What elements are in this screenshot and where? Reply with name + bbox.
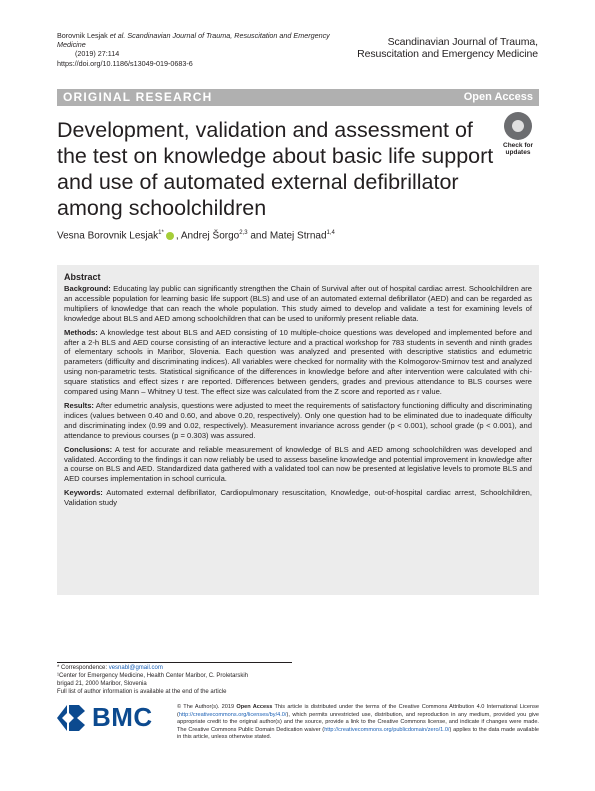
author-conjunction: and: [250, 230, 268, 242]
citation-doi-link[interactable]: https://doi.org/10.1186/s13049-019-0683-6: [57, 58, 193, 68]
author-affiliation: 1,4: [326, 230, 335, 236]
bmc-logo: [57, 702, 172, 732]
license-cc-by-link[interactable]: http://creativecommons.org/licenses/by/4.0/: [178, 711, 287, 718]
abstract-section-text: Automated external defibrillator, Cardiopulmonary resuscitation, Knowledge, out-of-hospital cardiac arrest, Schoolchildren, Validation study: [64, 488, 532, 508]
journal-name-line1: Scandinavian Journal of Trauma,: [387, 36, 538, 48]
citation-journal: Scandinavian Journal of Trauma, Resuscitation and Emergency Medicine: [57, 31, 330, 50]
citation-details: (2019) 27:114: [75, 49, 120, 59]
footnote-divider: [57, 662, 292, 663]
journal-name: [357, 36, 538, 60]
journal-name-line2: Resuscitation and Emergency Medicine: [357, 48, 538, 60]
correspondence-line: [57, 665, 297, 673]
abstract-box: [57, 265, 539, 595]
citation-authors: Borovnik Lesjak: [57, 31, 108, 40]
footnotes: [57, 665, 297, 697]
abstract-section-label: Results:: [64, 400, 94, 410]
abstract-section-text: A test for accurate and reliable measurement of knowledge of BLS and AED among schoolchildren was developed and validated. According to the findings it can now reliably be used to assess baseline knowledge and potential improvement in knowledge after a course on BLS and AED. Standardized data gathered with a validated tool can now be presented at legislative levels to promote BLS and AED courses implementation in school curricula.: [64, 444, 532, 484]
abstract-section-label: Conclusions:: [64, 444, 113, 454]
abstract-results: [64, 401, 532, 441]
license-text: ) applies to the data made available in this article, unless otherwise stated.: [177, 726, 539, 741]
abstract-section-text: After edumetric analysis, questions were adjusted to meet the requirements of satisfactory functioning difficulty and discriminating indices (values between 0.40 and 0.60, and above 0.20, respectively). Only one question had to be eliminated due to inadequate difficulty and discriminating index (0.99 and 0.02, respectively). Measurement invariance across gender (p < 0.001), school grade (p < 0.001), and attendance to previous courses (p = 0.303) was assured.: [64, 400, 532, 440]
abstract-section-label: Background:: [64, 284, 111, 293]
orcid-icon[interactable]: [166, 232, 174, 240]
article-type-banner: [57, 89, 539, 106]
check-for-updates-icon: [504, 112, 532, 140]
correspondence-label: * Correspondence:: [57, 665, 108, 671]
citation-etal: et al.: [109, 31, 126, 40]
author-info-note: Full list of author information is available at the end of the article: [57, 688, 227, 695]
bmc-logo-icon: [57, 705, 85, 731]
abstract-section-label: Keywords:: [64, 488, 103, 498]
license-text: ), which permits unrestricted use, distribution, and reproduction in any medium, provided you give appropriate credit to the original author(s) and the source, provide a link to the Creative Commons license, and indicate if changes were made. The Creative Commons Public Domain Dedication waiver (: [177, 711, 539, 733]
abstract-section-text: A knowledge test about BLS and AED consisting of 10 multiple-choice questions was developed and implemented before and after a 2-h BLS and AED course consisting of an interactive lecture and a practical workshop for 783 students in seventh and ninth grades of elementary schools in Maribor, Slovenia. Each question was analyzed and presented with descriptive statistics and edumetric parameters (difficulty and discriminating indices). All variables were checked for normality with the Kolmogorov-Smirnov test and analyzed using non-parametric tests. Statistical significance of the differences in knowledge before and after intervention were calculated with chi-square statistics and effect sizes r are reported. Differences between genders, grades and previous attendance to BLS courses were compared using Mann – Whitney U test. The effect size was calculated from the Z score and reported as r value.: [64, 327, 532, 397]
abstract-keywords: [64, 488, 532, 508]
check-for-updates-badge[interactable]: [497, 112, 539, 158]
author-name[interactable]: Vesna Borovnik Lesjak: [57, 230, 159, 242]
article-type-label: ORIGINAL RESEARCH: [63, 90, 213, 104]
license-text: © The Author(s). 2019: [177, 704, 237, 710]
license-statement: [177, 704, 539, 742]
abstract-section-label: Methods:: [64, 327, 98, 337]
citation-block: [57, 31, 357, 68]
license-open-access: Open Access: [236, 704, 273, 710]
author-name[interactable]: Andrej Šorgo: [180, 230, 240, 242]
abstract-heading: Abstract: [64, 272, 101, 282]
author-affiliation: 2,3: [239, 230, 248, 236]
license-cc0-link[interactable]: http://creativecommons.org/publicdomain/zero/1.0/: [324, 726, 450, 733]
open-access-label: Open Access: [463, 91, 533, 103]
abstract-section-text: Educating lay public can significantly strengthen the Chain of Survival after out of hospital cardiac arrest. Schoolchildren are an accessible population for learning basic life support (BLS) and use of an automated external defibrillator (AED) and can be regarded as multipliers of knowledge that can reach the whole population. This study aimed to develop and validate a test for examining levels of knowledge about BLS and AED among schoolchildren that can be used to uniformly present reliable data.: [64, 284, 532, 323]
abstract-methods: [64, 328, 532, 397]
abstract-background: [64, 284, 532, 324]
article-title: Development, validation and assessment of the test on knowledge about basic life support and use of automated external defibrillator among schoolchildren: [57, 118, 494, 220]
check-for-updates-line1: Check for: [503, 142, 533, 149]
correspondence-email-link[interactable]: vesnabl@gmail.com: [108, 665, 163, 671]
bmc-logo-text: BMC: [92, 702, 153, 732]
abstract-conclusions: [64, 445, 532, 485]
affiliation-line: brigad 21, 2000 Maribor, Slovenia: [57, 680, 147, 687]
check-for-updates-line2: updates: [505, 149, 531, 156]
author-name[interactable]: Matej Strnad: [269, 230, 327, 242]
license-text: This article is distributed under the terms of the Creative Commons Attribution 4.0 International License (: [177, 704, 539, 718]
author-list: Vesna Borovnik Lesjak$^{1*}$ , Andrej Šorgo$^{2,3}$ and Matej Strnad$^{1,4}$: [57, 230, 335, 242]
author-affiliation: 1*: [158, 230, 164, 236]
affiliation-line: ¹Center for Emergency Medicine, Health Center Maribor, C. Proletarskih: [57, 672, 249, 679]
